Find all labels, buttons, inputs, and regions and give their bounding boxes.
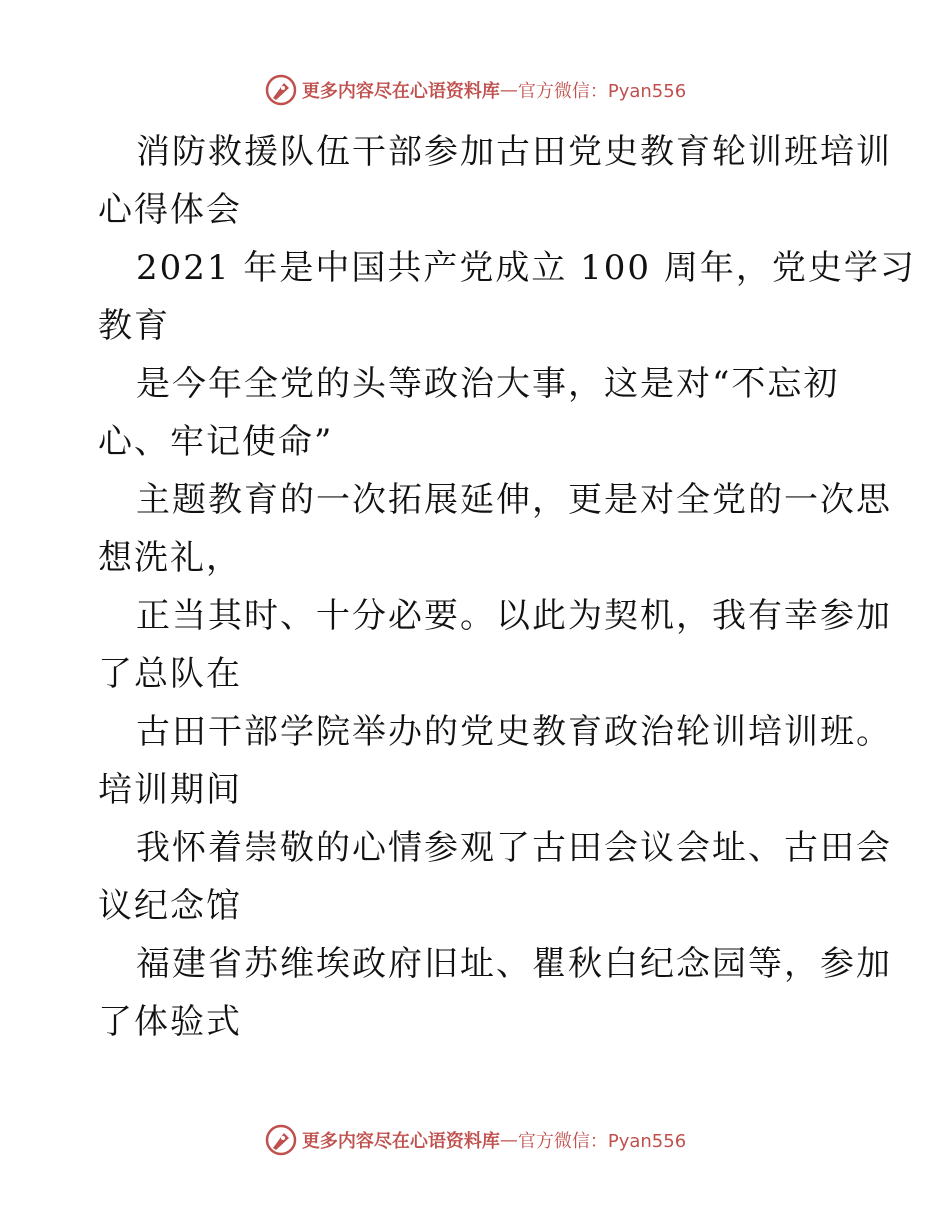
doc-line: 议纪念馆 (98, 886, 242, 926)
header-site-text: 更多内容尽在心语资料库 (301, 81, 500, 102)
header-wechat-text: 官方微信：Pyan556 (517, 81, 687, 102)
doc-line: 心得体会 (98, 190, 242, 230)
doc-line: 教育 (98, 306, 170, 346)
doc-line: 心、牢记使命” (98, 422, 334, 462)
doc-line: 培训期间 (98, 770, 242, 810)
footer-dash: — (499, 1129, 518, 1151)
doc-line: 消防救援队伍干部参加古田党史教育轮训班培训 (136, 132, 892, 172)
doc-line: 了体验式 (98, 1002, 242, 1042)
document-body (98, 123, 916, 1051)
doc-line: 古田干部学院举办的党史教育政治轮训培训班。 (136, 712, 892, 752)
doc-line: 福建省苏维埃政府旧址、瞿秋白纪念园等，参加 (136, 944, 892, 984)
footer-banner (0, 1120, 950, 1160)
header-dash: — (499, 79, 518, 101)
pen-nib-logo-icon (264, 73, 298, 107)
doc-line: 2021 年是中国共产党成立 100 周年，党史学习 (136, 248, 916, 288)
doc-line: 主题教育的一次拓展延伸，更是对全党的一次思 (136, 480, 892, 520)
header-banner (0, 70, 950, 110)
doc-line: 正当其时、十分必要。以此为契机，我有幸参加 (136, 596, 892, 636)
doc-line: 我怀着崇敬的心情参观了古田会议会址、古田会 (136, 828, 892, 868)
footer-wechat-text: 官方微信：Pyan556 (517, 1131, 687, 1152)
doc-line: 是今年全党的头等政治大事，这是对“不忘初 (136, 364, 840, 404)
doc-line: 了总队在 (98, 654, 242, 694)
doc-line: 想洗礼， (98, 538, 242, 578)
pen-nib-logo-icon (264, 1123, 298, 1157)
footer-site-text: 更多内容尽在心语资料库 (301, 1131, 500, 1152)
